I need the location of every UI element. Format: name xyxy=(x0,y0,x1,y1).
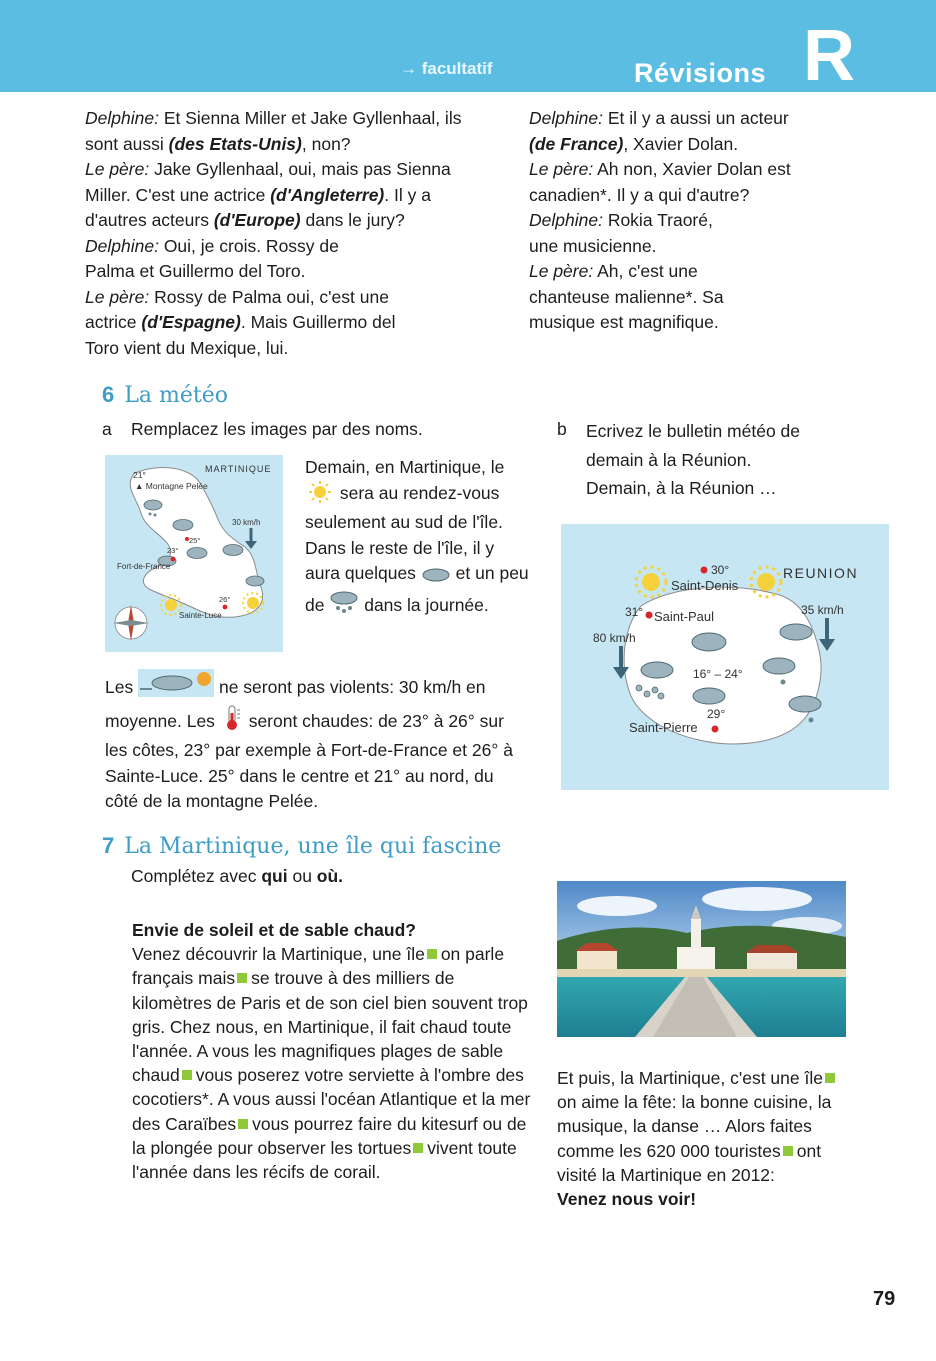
ex7-paragraph: Venez découvrir la Martinique, une île on parle français mais se trouve à des milliers de kilomètres de Paris et de son ciel bien souvent trop gris. Chez nous, en Martinique, il fait chaud toute l'année. A vous les magnifiques plages de sable chaud vous poserez votre serviette à l'ombre des cocotiers*. A vous aussi l'océan Atlantique et la mer des Caraïbes vous pourrez faire du kitesurf ou de la plongée pour observer les tortues vivent toute l'année dans les récifs de corail. xyxy=(132,944,531,1183)
ex6-b-letter: b xyxy=(557,419,567,439)
wind-clouds-icon xyxy=(138,669,214,705)
dialogue-line: Delphine: Et Sienna Miller et Jake Gyllenhaal, ils sont aussi (des Etats-Unis), non? xyxy=(85,108,462,154)
dialogue-line: Le père: Rossy de Palma oui, c'est une actrice (d'Espagne). Mais Guillermo del Toro vient du Mexique, lui. xyxy=(85,286,396,358)
thermometer-icon xyxy=(220,705,244,739)
cloud-icon xyxy=(246,576,264,586)
cloud-icon xyxy=(187,548,207,559)
reunion-wind-west: 80 km/h xyxy=(593,631,636,645)
gap-marker xyxy=(783,1146,793,1156)
ex7-headline: Envie de soleil et de sable chaud? xyxy=(132,920,416,940)
dialogue-line: Le père: Ah non, Xavier Dolan est canadien*. Il y a qui d'autre? xyxy=(529,159,791,205)
ex7-instruction: Complétez avec qui ou où. xyxy=(131,866,344,886)
exercise-6-title: 6 La météo xyxy=(102,382,228,408)
martinique-map xyxy=(105,455,283,652)
ex6-a-instruction: Remplacez les images par des noms. xyxy=(131,419,423,439)
dialogue-line: Le père: Jake Gyllenhaal, oui, mais pas Sienna Miller. C'est une actrice (d'Angleterre). Il y a d'autres acteurs (d'Europe) dans le jury? xyxy=(85,159,451,230)
exercise-7-title: 7 La Martinique, une île qui fascine xyxy=(102,833,502,859)
ex6-a-text: Demain, en Martinique, le sera au rendez-vous seulement au sud de l'île. Dans le reste de l'île, il y aura quelques et un peu de dans la journée. xyxy=(305,455,530,622)
dialogue-line: Delphine: Et il y a aussi un acteur (de France), Xavier Dolan. xyxy=(529,108,789,154)
gap-marker xyxy=(238,1119,248,1129)
dialogue-right xyxy=(529,106,819,336)
ex7-text-right xyxy=(557,1066,847,1211)
gap-marker xyxy=(825,1073,835,1083)
martinique-city-sl: Sainte-Luce xyxy=(179,611,222,620)
martinique-temp-north: 21° xyxy=(133,470,146,480)
reunion-temp-paul: 31° xyxy=(625,605,644,619)
reunion-temp-denis: 30° xyxy=(711,563,730,577)
martinique-mountain: ▲ Montagne Pelée xyxy=(135,481,208,491)
reunion-city-pierre: Saint-Pierre xyxy=(629,720,698,735)
cloud-icon xyxy=(223,545,243,556)
section-title: Révisions xyxy=(634,58,767,88)
ex7-paragraph: Et puis, la Martinique, c'est une îleon aime la fête: la bonne cuisine, la musique, la danse … Alors faites comme les 620 000 touristes ont visité la Martinique en 2012: xyxy=(557,1066,847,1187)
martinique-harbour-photo xyxy=(557,881,846,1037)
cloud-rain-icon xyxy=(693,688,725,704)
gap-marker xyxy=(413,1143,423,1153)
ex6-a-letter: a xyxy=(102,419,112,439)
cloud-icon xyxy=(780,624,812,640)
section-letter: R xyxy=(803,16,855,96)
ex7-closing: Venez nous voir! xyxy=(557,1189,697,1210)
martinique-temp-ff: 23° xyxy=(167,546,179,555)
martinique-wind: 30 km/h xyxy=(232,518,261,527)
gap-marker xyxy=(427,949,437,959)
cloud-icon xyxy=(173,520,193,531)
dialogue-line: Delphine: Oui, je crois. Rossy de Palma et Guillermo del Toro. xyxy=(85,235,339,281)
reunion-wind-east: 35 km/h xyxy=(801,603,844,617)
rain-icon xyxy=(329,591,359,623)
reunion-temp-range: 16° – 24° xyxy=(693,667,743,681)
martinique-temp-center: 25° xyxy=(189,536,201,545)
reunion-temp-pierre: 29° xyxy=(707,707,726,721)
reunion-city-paul: Saint-Paul xyxy=(654,609,714,624)
martinique-city-ff: Fort-de-France xyxy=(117,562,171,571)
reunion-city-denis: Saint-Denis xyxy=(671,578,739,593)
dialogue-left xyxy=(85,106,485,361)
reunion-title: REUNION xyxy=(783,565,859,581)
gap-marker xyxy=(182,1070,192,1080)
dialogue-line: Delphine: Rokia Traoré, une musicienne. xyxy=(529,210,713,256)
sun-icon xyxy=(305,481,335,511)
ex7-text-left xyxy=(132,918,532,1184)
optional-label: → facultatif xyxy=(400,59,493,78)
ex6-b-instruction: Ecrivez le bulletin météo de demain à la Réunion. Demain, à la Réunion … xyxy=(586,421,800,498)
cloud-icon xyxy=(421,565,451,591)
page-number: 79 xyxy=(873,1288,896,1310)
martinique-temp-sl: 26° xyxy=(219,595,231,604)
reunion-map xyxy=(561,524,889,790)
cloud-icon xyxy=(641,662,673,678)
gap-marker xyxy=(237,973,247,983)
martinique-title: MARTINIQUE xyxy=(205,464,272,474)
dialogue-line: Le père: Ah, c'est une chanteuse malienne*. Sa musique est magnifique. xyxy=(529,261,724,332)
cloud-icon xyxy=(692,633,726,651)
ex6-a-text-2: Les ne seront pas violents: 30 km/h en moyenne. Les seront chaudes: de 23° à 26° sur les côtes, 23° par exemple à Fort-de-France et 26° à Sainte-Luce. 25° dans le centre et 21° au nord, du côté de la montagne Pelée. xyxy=(105,669,515,815)
